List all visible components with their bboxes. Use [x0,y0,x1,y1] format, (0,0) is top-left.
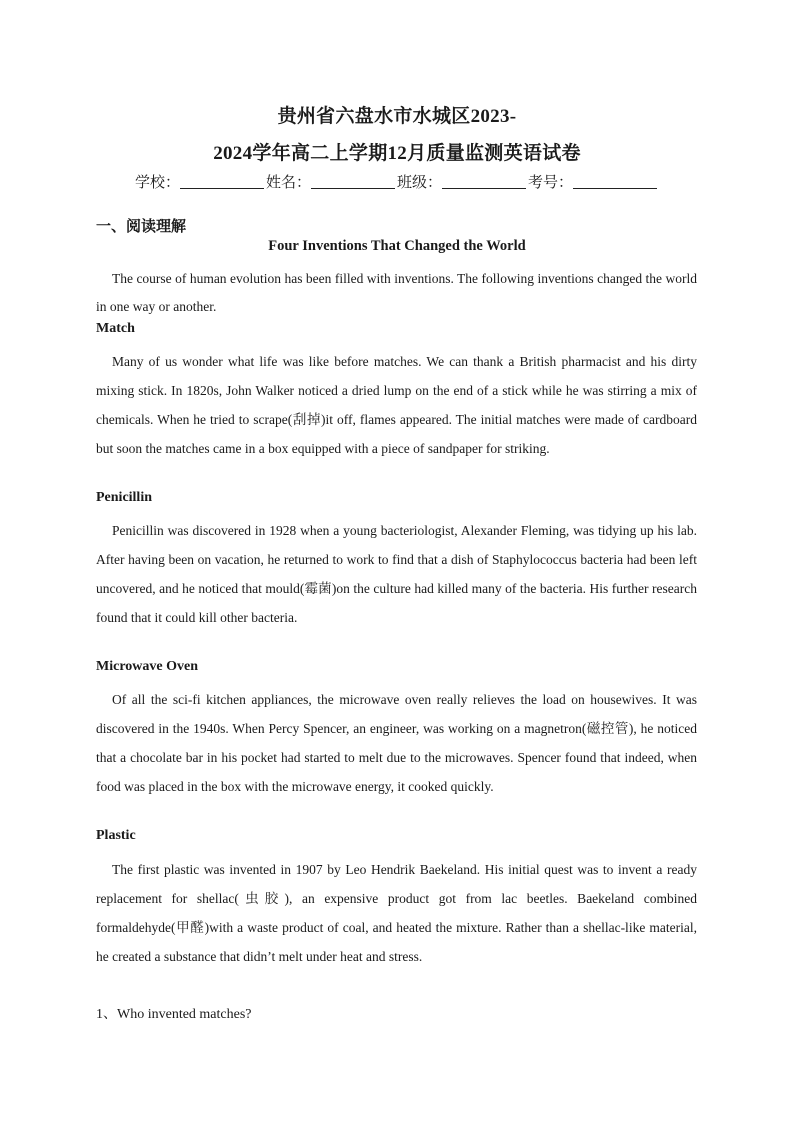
document-title-line-2: 2024学年高二上学期12月质量监测英语试卷 [213,143,581,164]
paragraph-match: Many of us wonder what life was like before matches. We can thank a British pharmacist and his dirty mixing stick. In 1820s, John Walker noticed a dried lump on the end of a stick while he was stirring a mix of chemicals. When he tried to scrape(刮掉)it off, flames appeared. The initial matches were made of cardboard but soon the matches came in a box equipped with a piece of sandpaper for striking. [96,354,697,456]
school-blank[interactable] [180,174,264,189]
student-info-line [0,171,794,192]
intro-paragraph: The course of human evolution has been filled with inventions. The following inventions changed the world in one way or another. [96,271,697,314]
class-label: 班级： [397,175,443,191]
paragraph-penicillin: Penicillin was discovered in 1928 when a young bacteriologist, Alexander Fleming, was tidying up his lab. After having been on vacation, he returned to work to find that a dish of Staphylococcus bacteria had been left uncovered, and he noticed that mould(霉菌)on the culture had killed many of the bacteria. His further research found that it could kill other bacteria. [96,523,697,625]
heading-penicillin: Penicillin [96,490,152,505]
heading-match: Match [96,321,135,336]
paragraph-plastic: The first plastic was invented in 1907 by Leo Hendrik Baekeland. His initial quest was to invent a ready replacement for shellac(虫胶), an expensive product got from lac beetles. Baekeland combined formaldehyde(甲醛)with a waste product of coal, and heated the mixture. Rather than a shellac-like material, he created a substance that didn’t melt under heat and stress. [96,862,697,964]
school-label: 学校： [134,175,180,191]
document-title-line-1: 贵州省六盘水市水城区2023- [277,106,517,127]
exam-number-label: 考号： [528,175,574,191]
question-1: 1、Who invented matches? [96,1007,252,1022]
heading-microwave-oven: Microwave Oven [96,659,198,674]
name-blank[interactable] [311,174,395,189]
class-blank[interactable] [442,174,526,189]
heading-plastic: Plastic [96,828,136,843]
exam-number-blank[interactable] [573,174,657,189]
section-heading: 一、阅读理解 [96,219,187,235]
paragraph-microwave-oven: Of all the sci-fi kitchen appliances, the microwave oven really relieves the load on housewives. It was discovered in the 1940s. When Percy Spencer, an engineer, was working on a magnetron(磁控管), he noticed that a chocolate bar in his pocket had started to melt due to the microwaves. Spencer found that indeed, when food was placed in the box with the microwave energy, it cooked quickly. [96,692,697,794]
name-label: 姓名： [265,175,311,191]
article-title: Four Inventions That Changed the World [268,238,526,254]
